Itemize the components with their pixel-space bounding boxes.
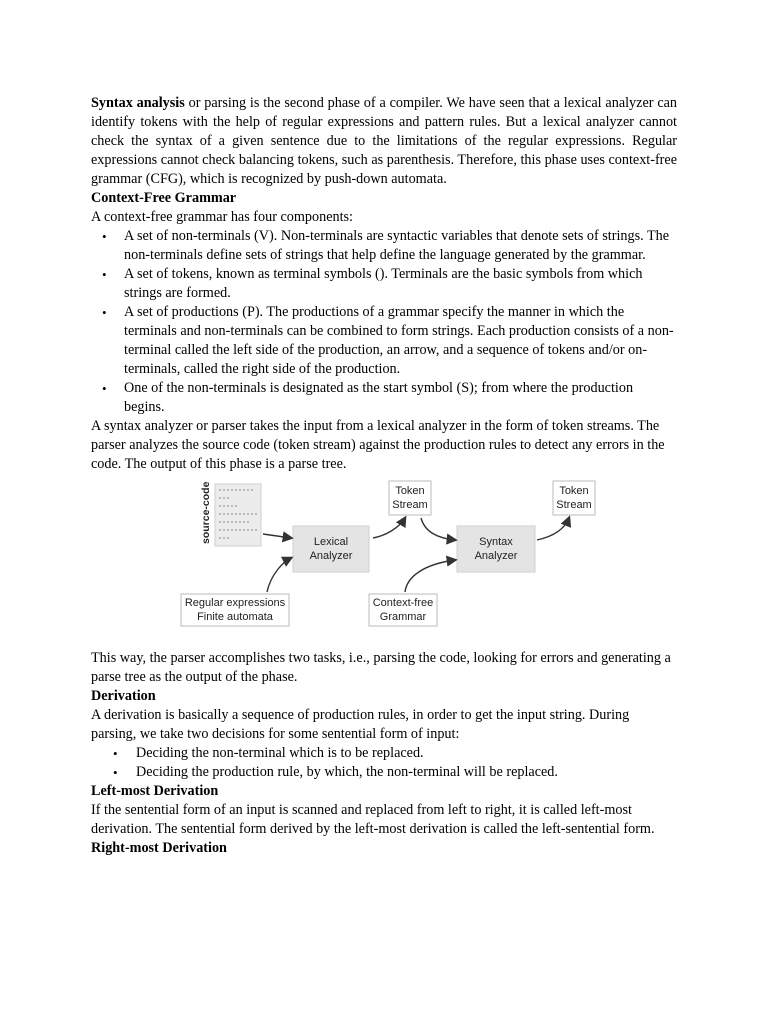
list-item-text: One of the non-terminals is designated as the start symbol (S); from where the production begins.	[124, 380, 634, 415]
cfg-label-2: Grammar	[379, 611, 427, 623]
list-item-text: Deciding the production rule, by which, the non-terminal will be replaced.	[136, 764, 558, 780]
list-item-text: A set of productions (P). The productions of a grammar specify the manner in which the terminals and non-terminals can be combined to form strings. Each production consists of a non-terminal called the left side of the production, an arrow, and a sequence of tokens and/or on- terminals, called the right side of the production.	[124, 304, 674, 377]
syntax-analyzer-label-1: Syntax	[479, 536, 513, 548]
after-diagram-paragraph: This way, the parser accomplishes two tasks, i.e., parsing the code, looking for errors and generating a parse tree as the output of the phase.	[91, 650, 671, 685]
token-stream-1-label-1: Token	[395, 485, 425, 497]
diagram-svg	[179, 478, 599, 638]
lexical-analyzer-label-2: Analyzer	[309, 550, 353, 562]
derivation-heading: Derivation	[91, 688, 156, 704]
list-item	[91, 744, 677, 763]
lexical-analyzer-box	[293, 526, 369, 572]
bullet-icon: •	[102, 305, 107, 320]
token-stream-2-label-1: Token	[559, 485, 589, 497]
source-code-label: source-code	[200, 481, 212, 544]
token-stream-1-label-2: Stream	[392, 499, 428, 511]
regex-label-1: Regular expressions	[184, 597, 286, 609]
syntax-analyzer-box	[457, 526, 535, 572]
leftmost-paragraph: If the sentential form of an input is scanned and replaced from left to right, it is called left-most derivation. The sentential form derived by the left-most derivation is called the left-sentential form.	[91, 802, 655, 837]
syntax-analysis-diagram	[91, 476, 677, 646]
list-item-text: Deciding the non-terminal which is to be replaced.	[136, 745, 424, 761]
rightmost-heading: Right-most Derivation	[91, 840, 227, 856]
cfg-intro: A context-free grammar has four components:	[91, 209, 353, 225]
regex-label-2: Finite automata	[197, 611, 273, 623]
parser-paragraph: A syntax analyzer or parser takes the input from a lexical analyzer in the form of token streams. The parser analyzes the source code (token stream) against the production rules to detect any errors in the code. The output of this phase is a parse tree.	[91, 418, 665, 472]
cfg-label-1: Context-free	[372, 597, 434, 609]
bullet-icon: •	[113, 765, 118, 780]
intro-lead-bold: Syntax analysis	[91, 95, 185, 111]
intro-paragraph	[91, 94, 677, 189]
list-item	[91, 763, 677, 782]
derivation-decisions-list	[91, 744, 677, 782]
bullet-icon: •	[102, 229, 107, 244]
cfg-heading: Context-Free Grammar	[91, 190, 237, 206]
intro-lead-text: or parsing is the second phase of a compiler. We have seen that a lexical analyzer can identify tokens with the help of regular expressions and pattern rules. But a lexical analyzer cannot check the syntax of a given sentence due to the limitations of the regular expressions. Regular expressions cannot check balancing tokens, such as parenthesis. Therefore, this phase uses context-free grammar (CFG), which is recognized by push-down automata.	[91, 95, 678, 187]
source-code-block	[215, 484, 261, 546]
list-item	[91, 379, 677, 417]
lexical-analyzer-label-1: Lexical	[313, 536, 349, 548]
list-item	[91, 265, 677, 303]
list-item-text: A set of non-terminals (V). Non-terminals are syntactic variables that denote sets of strings. The non-terminals define sets of strings that help define the language generated by the grammar.	[124, 228, 670, 263]
cfg-components-list	[91, 227, 677, 417]
syntax-analyzer-label-2: Analyzer	[474, 550, 518, 562]
list-item	[91, 227, 677, 265]
leftmost-heading: Left-most Derivation	[91, 783, 219, 799]
list-item-text: A set of tokens, known as terminal symbols (). Terminals are the basic symbols from which strings are formed.	[124, 266, 643, 301]
document-page	[91, 94, 677, 858]
derivation-paragraph: A derivation is basically a sequence of production rules, in order to get the input string. During parsing, we take two decisions for some sentential form of input:	[91, 707, 630, 742]
bullet-icon: •	[102, 381, 107, 396]
bullet-icon: •	[113, 746, 118, 761]
bullet-icon: •	[102, 267, 107, 282]
token-stream-2-label-2: Stream	[556, 499, 592, 511]
list-item	[91, 303, 677, 379]
